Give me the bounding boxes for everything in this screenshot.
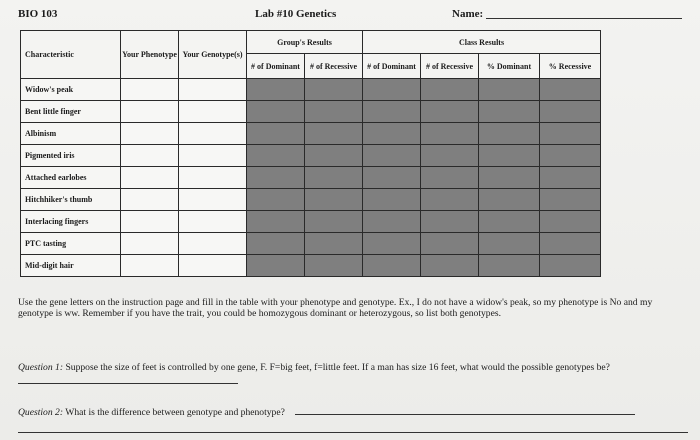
phenotype-cell[interactable] xyxy=(121,101,179,123)
genotype-cell[interactable] xyxy=(179,145,247,167)
shaded-cell xyxy=(363,233,421,255)
genotype-cell[interactable] xyxy=(179,211,247,233)
shaded-cell xyxy=(540,211,601,233)
shaded-cell xyxy=(247,233,305,255)
table-row xyxy=(21,79,601,101)
phenotype-cell[interactable] xyxy=(121,211,179,233)
shaded-cell xyxy=(421,79,479,101)
row-label: Mid-digit hair xyxy=(21,255,121,277)
shaded-cell xyxy=(247,167,305,189)
genotype-cell[interactable] xyxy=(179,255,247,277)
shaded-cell xyxy=(479,79,540,101)
shaded-cell xyxy=(421,255,479,277)
shaded-cell xyxy=(540,233,601,255)
col-your-genotype: Your Genotype(s) xyxy=(179,31,247,79)
col-characteristic: Characteristic xyxy=(21,31,121,79)
shaded-cell xyxy=(479,167,540,189)
question-2-label: Question 2: xyxy=(18,407,64,418)
shaded-cell xyxy=(421,101,479,123)
row-label: PTC tasting xyxy=(21,233,121,255)
shaded-cell xyxy=(247,255,305,277)
phenotype-cell[interactable] xyxy=(121,145,179,167)
shaded-cell xyxy=(479,211,540,233)
shaded-cell xyxy=(305,233,363,255)
shaded-cell xyxy=(247,189,305,211)
shaded-cell xyxy=(421,167,479,189)
genetics-table xyxy=(20,30,601,277)
shaded-cell xyxy=(479,255,540,277)
question-1-answer-line[interactable] xyxy=(18,374,238,384)
col-class-dominant: # of Dominant xyxy=(363,54,421,79)
phenotype-cell[interactable] xyxy=(121,189,179,211)
name-label: Name: xyxy=(452,8,484,20)
lab-title: Lab #10 Genetics xyxy=(255,8,337,20)
shaded-cell xyxy=(305,255,363,277)
question-2-answer-line-2[interactable] xyxy=(18,432,688,433)
shaded-cell xyxy=(363,145,421,167)
genotype-cell[interactable] xyxy=(179,189,247,211)
question-2-answer-line[interactable] xyxy=(295,405,635,415)
phenotype-cell[interactable] xyxy=(121,167,179,189)
shaded-cell xyxy=(479,189,540,211)
shaded-cell xyxy=(247,101,305,123)
shaded-cell xyxy=(305,167,363,189)
col-group-recessive: # of Recessive xyxy=(305,54,363,79)
phenotype-cell[interactable] xyxy=(121,79,179,101)
table-row xyxy=(21,211,601,233)
shaded-cell xyxy=(247,123,305,145)
row-label: Attached earlobes xyxy=(21,167,121,189)
row-label: Interlacing fingers xyxy=(21,211,121,233)
shaded-cell xyxy=(421,189,479,211)
shaded-cell xyxy=(305,101,363,123)
shaded-cell xyxy=(540,145,601,167)
shaded-cell xyxy=(363,211,421,233)
shaded-cell xyxy=(305,211,363,233)
shaded-cell xyxy=(363,101,421,123)
shaded-cell xyxy=(363,123,421,145)
shaded-cell xyxy=(421,233,479,255)
row-label: Hitchhiker's thumb xyxy=(21,189,121,211)
table-row xyxy=(21,123,601,145)
question-1-text: Suppose the size of feet is controlled by one gene, F. F=big feet, f=little feet. If a man has size 16 feet, what would the possible genotypes be? xyxy=(65,362,610,373)
shaded-cell xyxy=(421,123,479,145)
question-2-text: What is the difference between genotype and phenotype? xyxy=(65,407,285,418)
shaded-cell xyxy=(421,145,479,167)
col-percent-recessive: % Recessive xyxy=(540,54,601,79)
shaded-cell xyxy=(247,145,305,167)
shaded-cell xyxy=(247,211,305,233)
table-row xyxy=(21,167,601,189)
question-1 xyxy=(18,362,680,388)
genotype-cell[interactable] xyxy=(179,233,247,255)
genotype-cell[interactable] xyxy=(179,79,247,101)
genotype-cell[interactable] xyxy=(179,123,247,145)
shaded-cell xyxy=(479,233,540,255)
genotype-cell[interactable] xyxy=(179,167,247,189)
col-group-dominant: # of Dominant xyxy=(247,54,305,79)
shaded-cell xyxy=(363,189,421,211)
shaded-cell xyxy=(363,167,421,189)
shaded-cell xyxy=(479,123,540,145)
shaded-cell xyxy=(540,101,601,123)
shaded-cell xyxy=(540,123,601,145)
shaded-cell xyxy=(305,123,363,145)
shaded-cell xyxy=(363,255,421,277)
table-row xyxy=(21,101,601,123)
shaded-cell xyxy=(305,145,363,167)
row-label: Albinism xyxy=(21,123,121,145)
shaded-cell xyxy=(540,189,601,211)
genotype-cell[interactable] xyxy=(179,101,247,123)
table-row xyxy=(21,145,601,167)
shaded-cell xyxy=(305,189,363,211)
shaded-cell xyxy=(247,79,305,101)
shaded-cell xyxy=(540,167,601,189)
question-2 xyxy=(18,405,680,418)
class-results-header: Class Results xyxy=(363,31,601,54)
col-percent-dominant: % Dominant xyxy=(479,54,540,79)
shaded-cell xyxy=(479,145,540,167)
shaded-cell xyxy=(540,79,601,101)
row-label: Widow's peak xyxy=(21,79,121,101)
table-row xyxy=(21,255,601,277)
col-class-recessive: # of Recessive xyxy=(421,54,479,79)
phenotype-cell[interactable] xyxy=(121,233,179,255)
table-row xyxy=(21,233,601,255)
table-row xyxy=(21,189,601,211)
phenotype-cell[interactable] xyxy=(121,123,179,145)
shaded-cell xyxy=(540,255,601,277)
row-label: Bent little finger xyxy=(21,101,121,123)
shaded-cell xyxy=(305,79,363,101)
phenotype-cell[interactable] xyxy=(121,255,179,277)
question-1-label: Question 1: xyxy=(18,362,64,373)
shaded-cell xyxy=(421,211,479,233)
course-code: BIO 103 xyxy=(18,8,58,20)
shaded-cell xyxy=(479,101,540,123)
shaded-cell xyxy=(363,79,421,101)
name-field-line[interactable] xyxy=(486,18,682,19)
row-label: Pigmented iris xyxy=(21,145,121,167)
instructions-text: Use the gene letters on the instruction page and fill in the table with your phenotype and genotype. Ex., I do not have a widow's peak, so my phenotype is No and my genotype is ww. Remember if you have the trait, you could be homozygous dominant or heterozygous, so list both genotypes. xyxy=(18,297,653,319)
col-your-phenotype: Your Phenotype xyxy=(121,31,179,79)
group-results-header: Group's Results xyxy=(247,31,363,54)
